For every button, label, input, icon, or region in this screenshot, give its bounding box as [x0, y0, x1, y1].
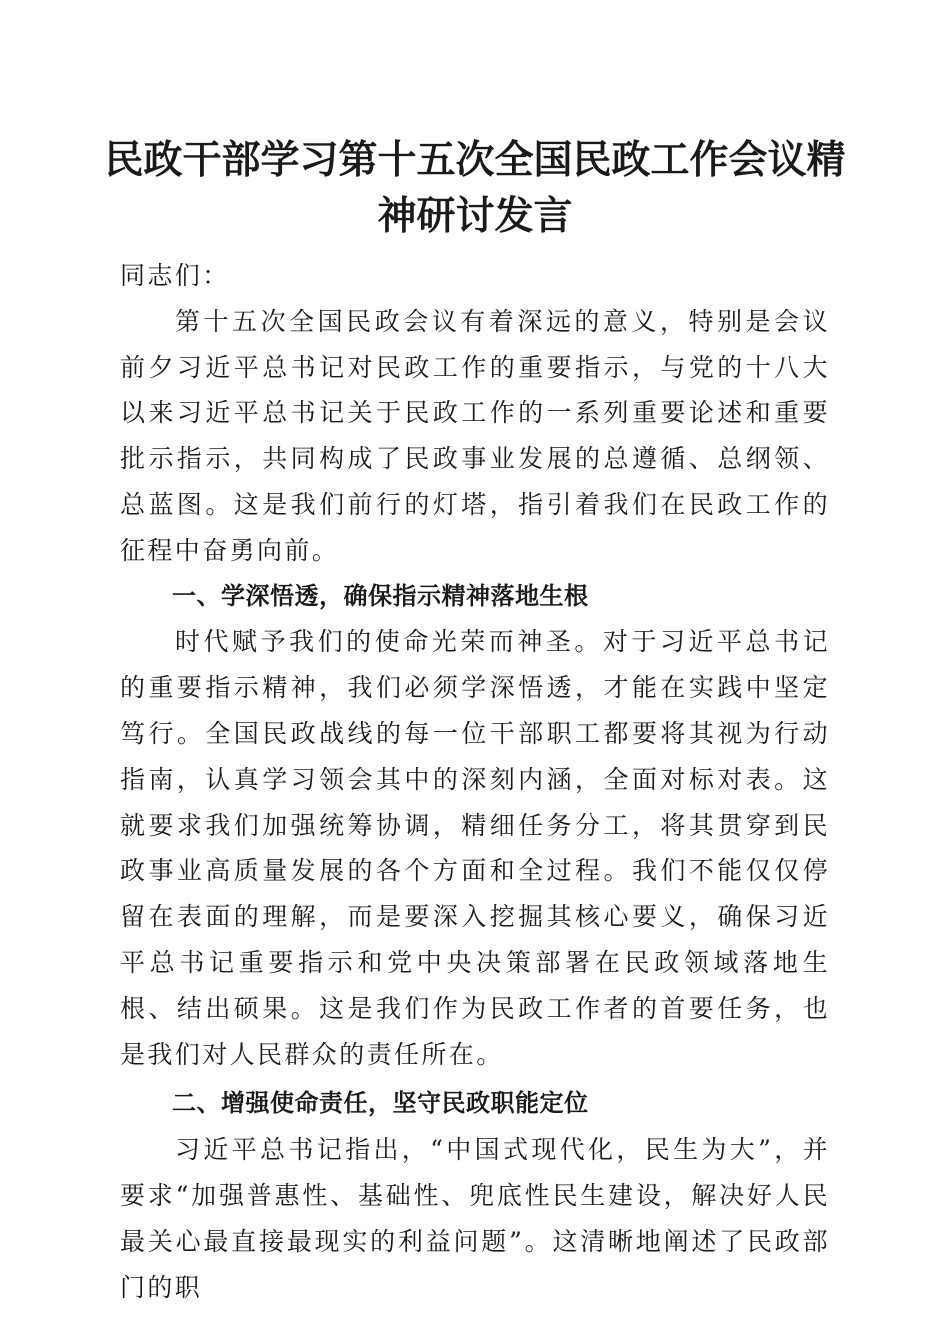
document-title: 民政干部学习第十五次全国民政工作会议精神研讨发言 — [104, 137, 846, 239]
document-body — [120, 253, 830, 1310]
section-heading-2: 二、增强使命责任，坚守民政职能定位 — [172, 1089, 589, 1118]
paragraph-section-1: 时代赋予我们的使命光荣而神圣。对于习近平总书记的重要指示精神，我们必须学深悟透，才能在实践中坚定笃行。全国民政战线的每一位干部职工都要将其视为行动指南，认真学习领会其中的深刻内涵，全面对标对表。这就要求我们加强统筹协调，精细任务分工，将其贯穿到民政事业高质量发展的各个方面和全过程。我们不能仅仅停留在表面的理解，而是要深入挖掘其核心要义，确保习近平总书记重要指示和党中央决策部署在民政领域落地生根、结出硕果。这是我们作为民政工作者的首要任务，也是我们对人民群众的责任所在。 — [120, 627, 830, 1069]
salutation: 同志们： — [120, 261, 230, 290]
paragraph-intro: 第十五次全国民政会议有着深远的意义，特别是会议前夕习近平总书记对民政工作的重要指示，与党的十八大以来习近平总书记关于民政工作的一系列重要论述和重要批示指示，共同构成了民政事业发展的总遵循、总纲领、总蓝图。这是我们前行的灯塔，指引着我们在民政工作的征程中奋勇向前。 — [120, 306, 830, 565]
paragraph-section-2: 习近平总书记指出，“中国式现代化，民生为大”，并要求“加强普惠性、基础性、兜底性民生建设，解决好人民最关心最直接最现实的利益问题”。这清晰地阐述了民政部门的职 — [120, 1135, 830, 1302]
section-heading-1: 一、学深悟透，确保指示精神落地生根 — [172, 581, 589, 610]
